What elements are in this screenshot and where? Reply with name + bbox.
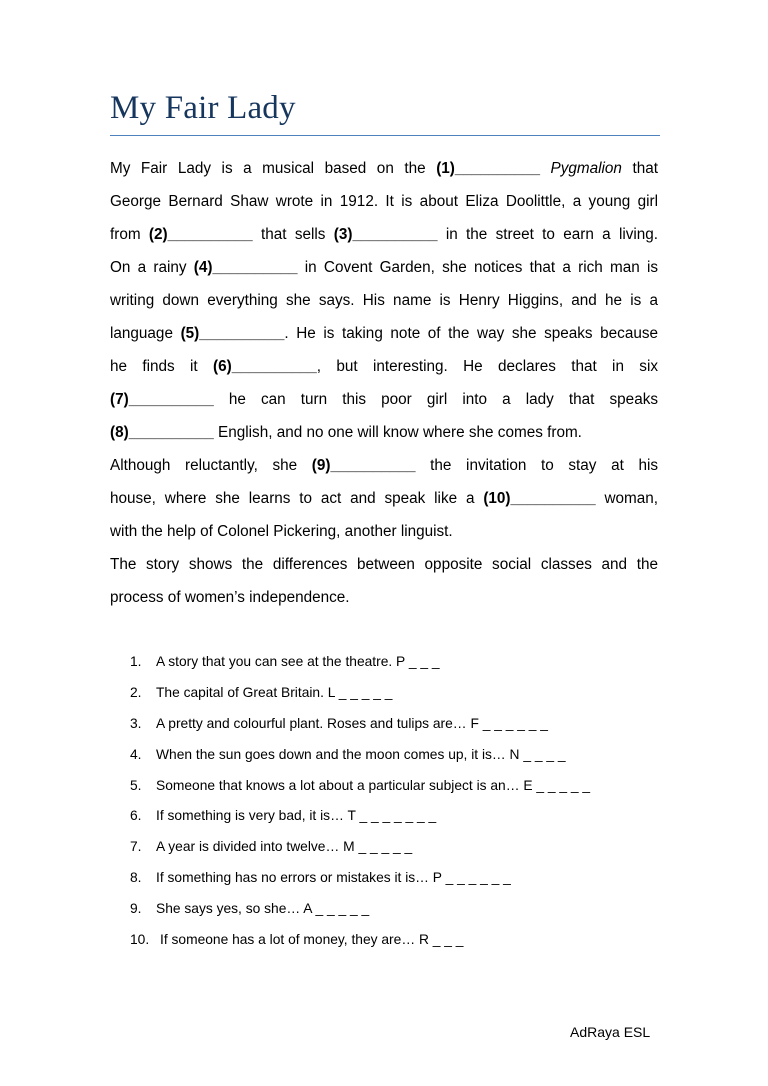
question-text: The capital of Great Britain. L _ _ _ _ _ bbox=[156, 684, 393, 700]
paragraph-2-line-1: Although reluctantly, she (9)__________ the invitation to stay at his bbox=[110, 457, 659, 474]
paragraph-1-line-4: On a rainy (4)__________ in Covent Garden, she notices that a rich man is bbox=[110, 259, 659, 276]
question-text: Someone that knows a lot about a particular subject is an… E _ _ _ _ _ bbox=[156, 777, 591, 793]
paragraph-2-line-2: house, where she learns to act and speak like a (10)__________ woman, bbox=[110, 490, 658, 507]
question-text: A pretty and colourful plant. Roses and tulips are… F _ _ _ _ _ _ bbox=[156, 715, 548, 731]
blank-1: (1)__________ bbox=[436, 160, 540, 177]
question-item bbox=[130, 835, 650, 866]
question-number: 9. bbox=[130, 901, 142, 917]
question-item bbox=[130, 681, 650, 712]
paragraph-3-line-2: process of women’s independence. bbox=[110, 589, 350, 606]
pygmalion-title: Pygmalion bbox=[550, 160, 622, 177]
footer-credit: AdRaya ESL bbox=[570, 1024, 651, 1040]
question-number: 5. bbox=[130, 777, 142, 793]
paragraph-1-line-5: writing down everything she says. His name is Henry Higgins, and he is a bbox=[110, 292, 658, 309]
paragraph-1 bbox=[110, 152, 658, 449]
paragraph-1-line-1: My Fair Lady is a musical based on the (1)__________ Pygmalion that bbox=[110, 160, 658, 177]
question-item bbox=[130, 712, 650, 743]
question-number: 7. bbox=[130, 839, 142, 855]
question-text: A year is divided into twelve… M _ _ _ _ _ bbox=[156, 839, 413, 855]
question-item bbox=[130, 866, 650, 897]
blank-10: (10)__________ bbox=[483, 490, 596, 507]
paragraph-3 bbox=[110, 548, 658, 614]
question-number: 2. bbox=[130, 684, 142, 700]
paragraph-1-line-2: George Bernard Shaw wrote in 1912. It is about Eliza Doolittle, a young girl bbox=[110, 193, 658, 210]
title-underline bbox=[110, 135, 660, 136]
question-text: She says yes, so she… A _ _ _ _ _ bbox=[156, 901, 370, 917]
question-item bbox=[130, 804, 650, 835]
question-number: 4. bbox=[130, 746, 142, 762]
paragraph-1-line-6: language (5)__________. He is taking note of the way she speaks because bbox=[110, 325, 658, 342]
blank-3: (3)__________ bbox=[333, 226, 438, 243]
paragraph-1-line-3: from (2)__________ that sells (3)__________ in the street to earn a living. bbox=[110, 226, 659, 243]
paragraph-2-line-3: with the help of Colonel Pickering, another linguist. bbox=[110, 523, 453, 540]
question-item bbox=[130, 743, 650, 774]
question-item bbox=[130, 650, 650, 681]
question-text: If someone has a lot of money, they are… R _ _ _ bbox=[160, 932, 464, 948]
blank-7: (7)__________ bbox=[110, 391, 214, 408]
question-text: A story that you can see at the theatre. P _ _ _ bbox=[156, 654, 440, 669]
question-list bbox=[130, 650, 650, 959]
paragraph-3-line-1: The story shows the differences between opposite social classes and the bbox=[110, 556, 658, 573]
paragraph-2 bbox=[110, 449, 658, 548]
question-text: If something has no errors or mistakes it is… P _ _ _ _ _ _ bbox=[156, 870, 511, 886]
question-number: 8. bbox=[130, 870, 142, 886]
question-number: 6. bbox=[130, 808, 142, 824]
question-number: 10. bbox=[130, 932, 150, 948]
question-item bbox=[130, 897, 650, 928]
question-number: 3. bbox=[130, 715, 142, 731]
blank-6: (6)__________ bbox=[213, 358, 317, 375]
question-item bbox=[130, 928, 650, 959]
blank-2: (2)__________ bbox=[148, 226, 253, 243]
paragraph-1-line-7: he finds it (6)__________, but interesting. He declares that in six bbox=[110, 358, 658, 375]
page-title: My Fair Lady bbox=[110, 90, 296, 126]
paragraph-1-line-8: (7)__________ he can turn this poor girl into a lady that speaks bbox=[110, 391, 658, 408]
question-item bbox=[130, 774, 650, 805]
question-text: If something is very bad, it is… T _ _ _ _ _ _ _ bbox=[156, 808, 437, 824]
question-number: 1. bbox=[130, 654, 142, 669]
blank-4: (4)__________ bbox=[193, 259, 298, 276]
blank-5: (5)__________ bbox=[180, 325, 285, 342]
blank-8: (8)__________ bbox=[110, 424, 214, 441]
blank-9: (9)__________ bbox=[311, 457, 416, 474]
question-text: When the sun goes down and the moon comes up, it is… N _ _ _ _ bbox=[156, 746, 566, 762]
paragraph-1-line-9: (8)__________ English, and no one will know where she comes from. bbox=[110, 424, 582, 441]
